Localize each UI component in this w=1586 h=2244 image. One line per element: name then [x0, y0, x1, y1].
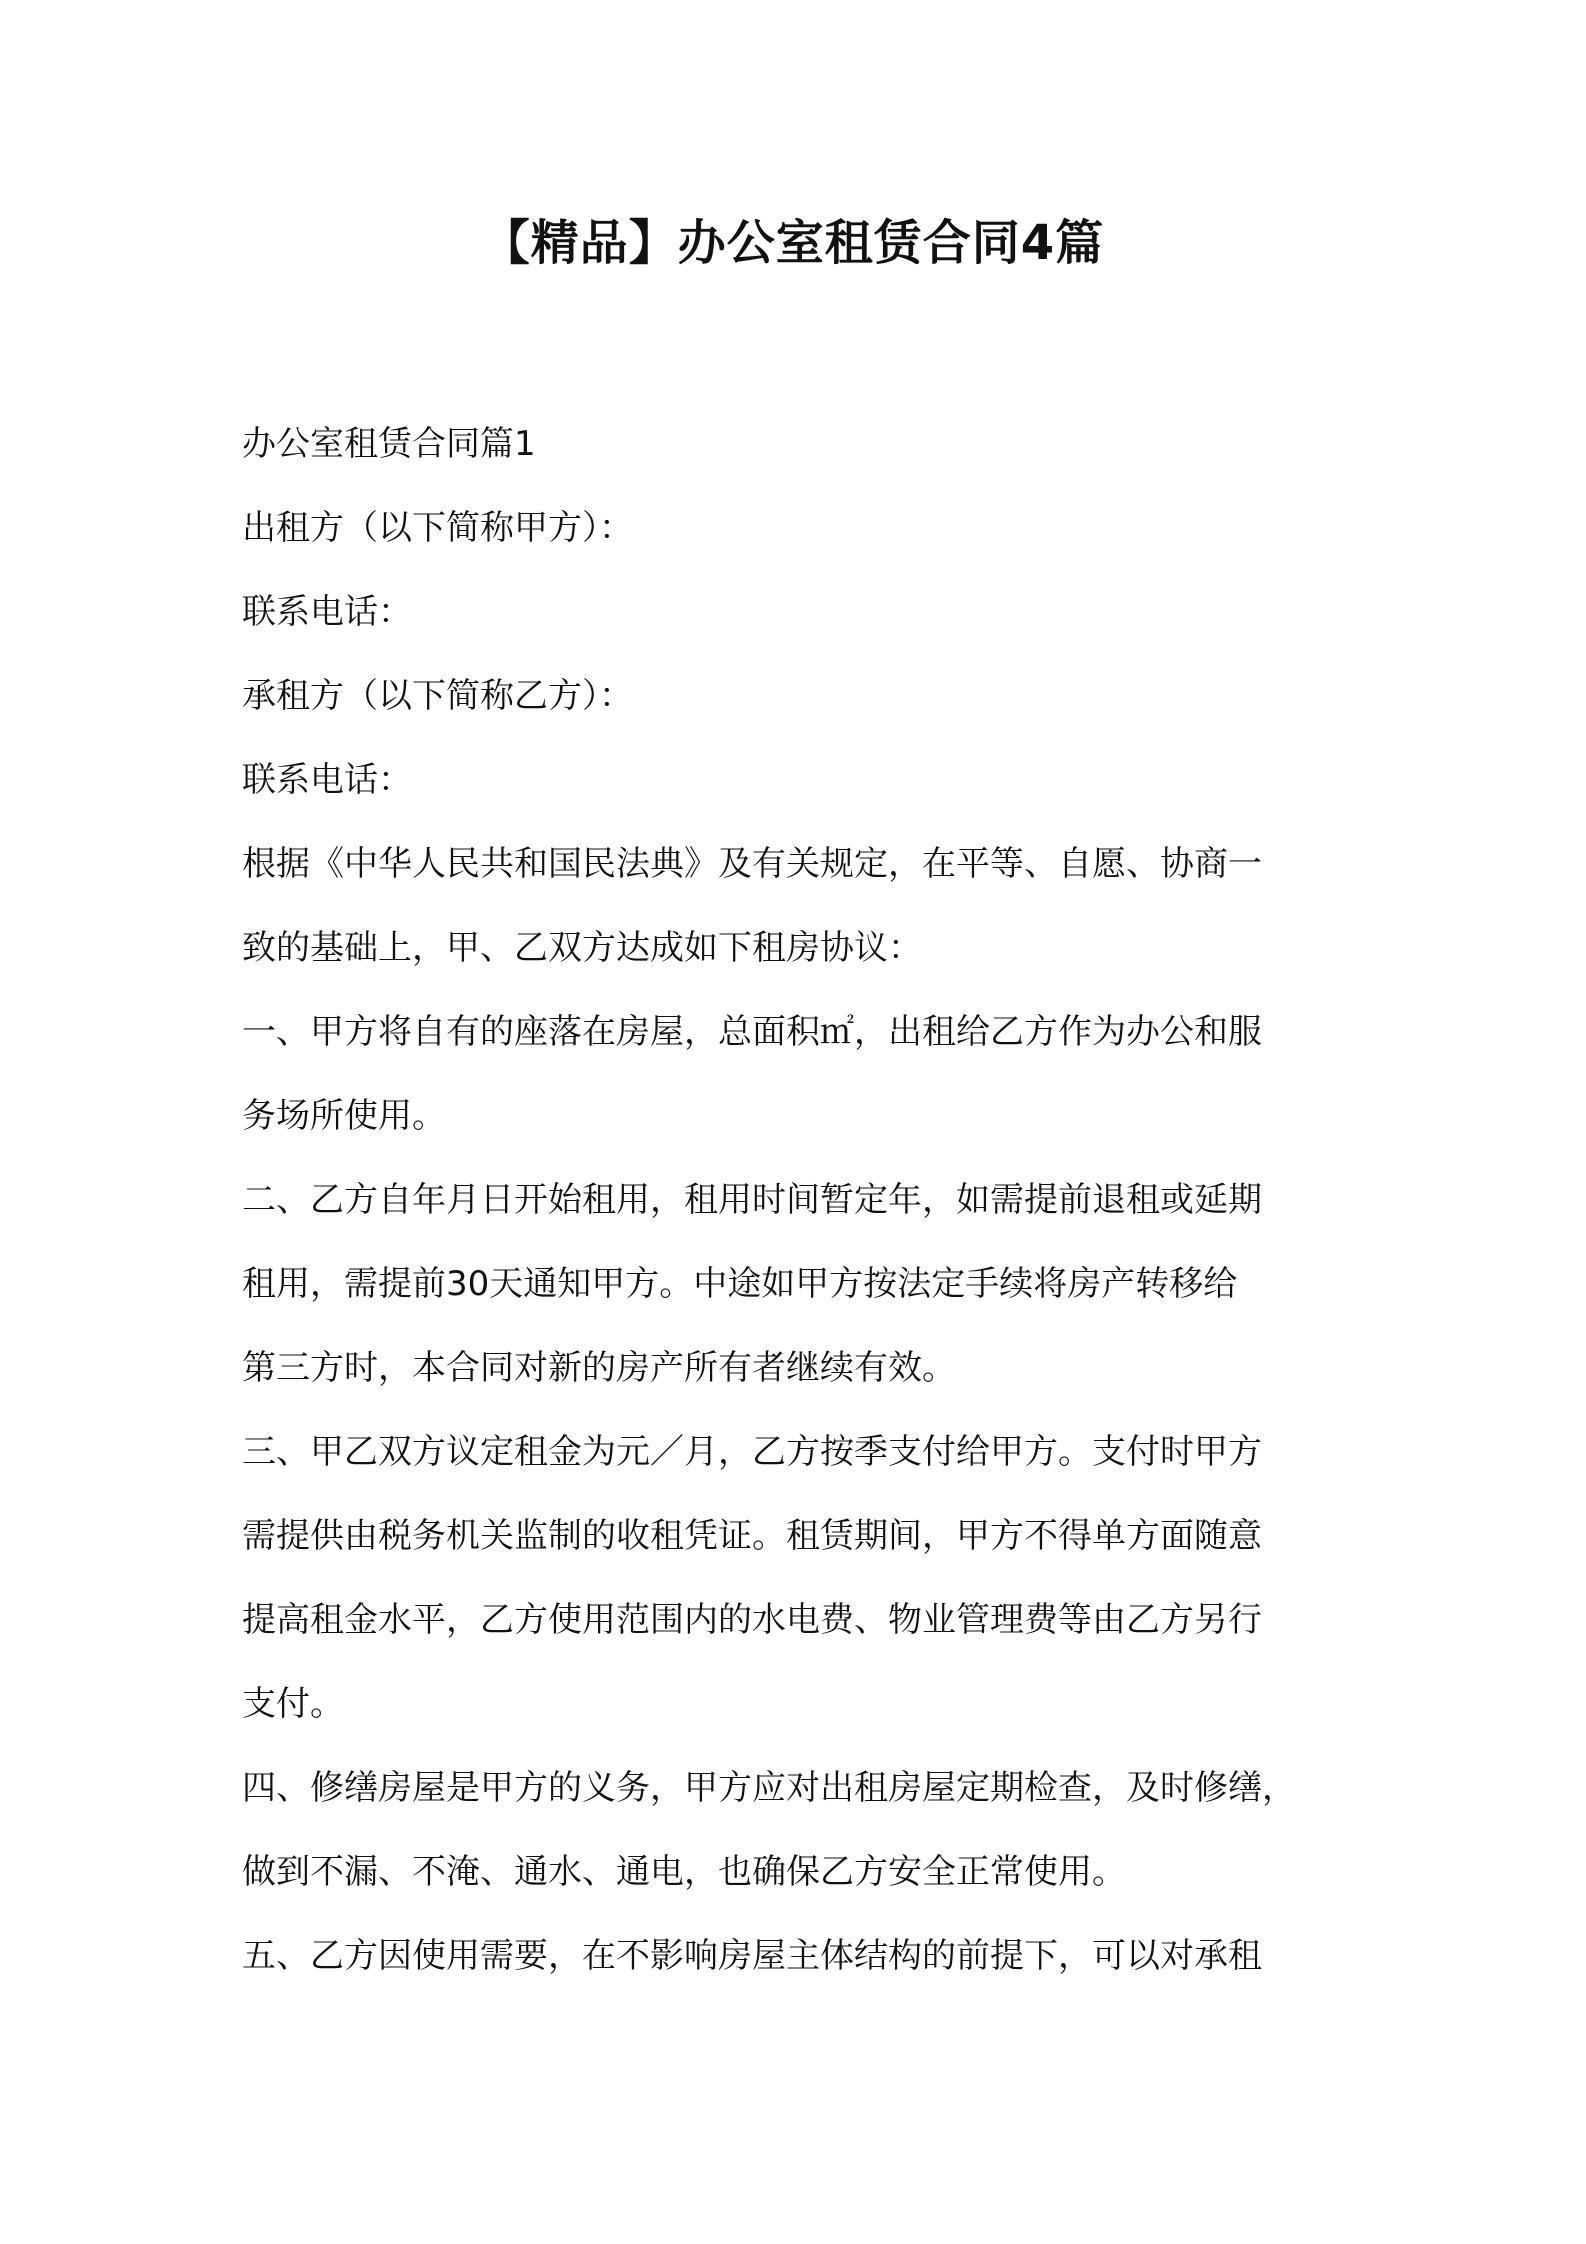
text-line: 五、乙方因使用需要，在不影响房屋主体结构的前提下，可以对承租 [242, 1936, 1262, 1976]
text-line: 支付。 [242, 1684, 344, 1724]
text-line: 第三方时，本合同对新的房产所有者继续有效。 [242, 1348, 956, 1388]
text-line: 一、甲方将自有的座落在房屋，总面积㎡，出租给乙方作为办公和服 [242, 1012, 1262, 1052]
text-line: 租用，需提前30天通知甲方。中途如甲方按法定手续将房产转移给 [242, 1264, 1238, 1304]
document-title: 【精品】办公室租赁合同4篇 [481, 215, 1105, 271]
text-line: 办公室租赁合同篇1 [242, 424, 536, 464]
text-line: 二、乙方自年月日开始租用，租用时间暂定年，如需提前退租或延期 [242, 1180, 1262, 1220]
text-line: 需提供由税务机关监制的收租凭证。租赁期间，甲方不得单方面随意 [242, 1516, 1262, 1556]
text-line: 做到不漏、不淹、通水、通电，也确保乙方安全正常使用。 [242, 1852, 1126, 1892]
text-line: 务场所使用。 [242, 1096, 446, 1136]
text-line: 提高租金水平，乙方使用范围内的水电费、物业管理费等由乙方另行 [242, 1600, 1262, 1640]
text-line: 联系电话： [242, 592, 412, 632]
text-line: 承租方（以下简称乙方）： [242, 676, 633, 716]
text-line: 联系电话： [242, 760, 412, 800]
document-body [242, 402, 1360, 1998]
text-line: 四、修缮房屋是甲方的义务，甲方应对出租房屋定期检查，及时修缮， [242, 1768, 1296, 1808]
text-line: 根据《中华人民共和国民法典》及有关规定，在平等、自愿、协商一 [242, 844, 1262, 884]
text-line: 出租方（以下简称甲方）： [242, 508, 633, 548]
text-line: 三、甲乙双方议定租金为元／月，乙方按季支付给甲方。支付时甲方 [242, 1432, 1262, 1472]
text-line: 致的基础上，甲、乙双方达成如下租房协议： [242, 928, 922, 968]
